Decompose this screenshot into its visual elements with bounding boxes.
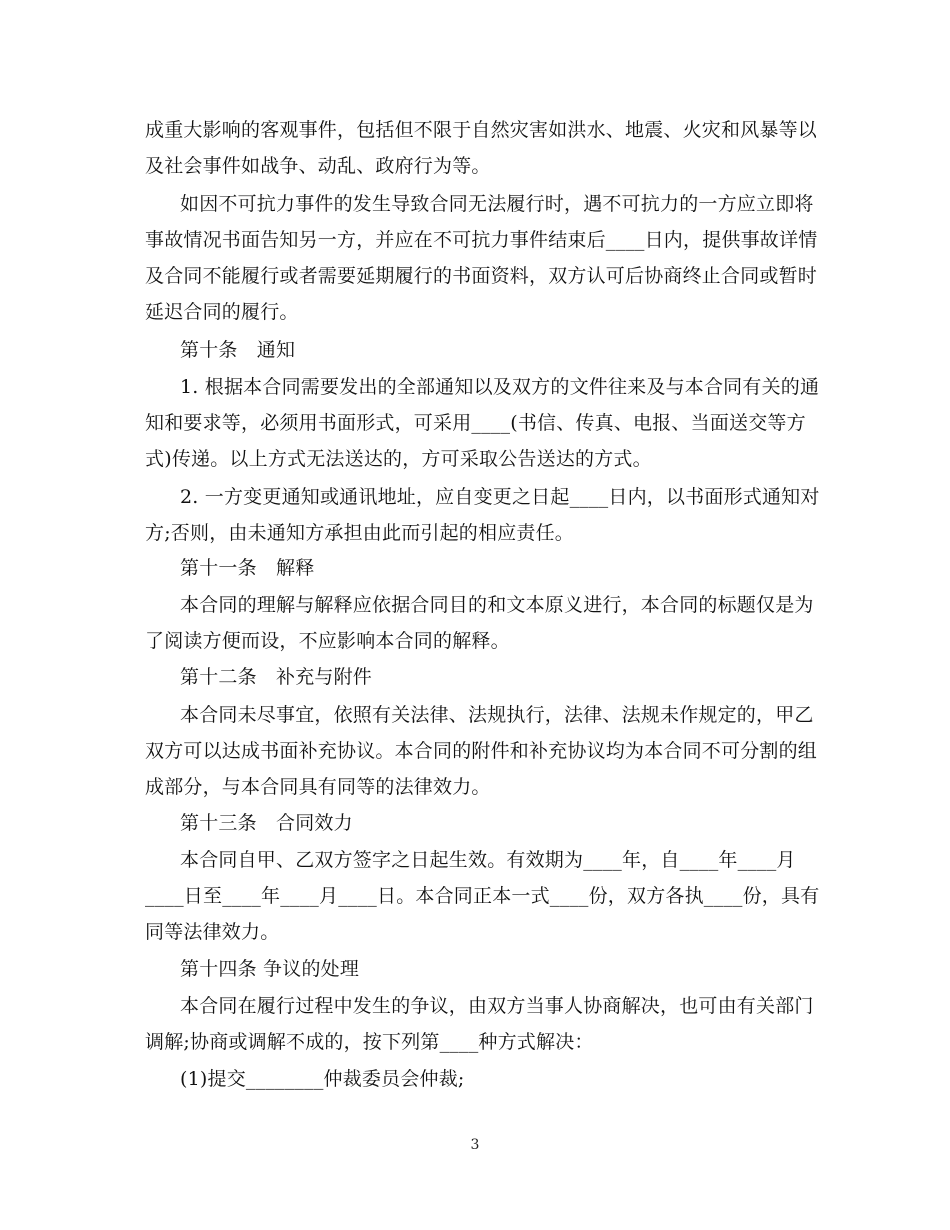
paragraph-line: 如因不可抗力事件的发生导致合同无法履行时，遇不可抗力的一方应立即将 (180, 193, 814, 215)
paragraph-line: 式)传递。以上方式无法送达的，方可采取公告送达的方式。 (145, 448, 652, 470)
paragraph-line: 及社会事件如战争、动乱、政府行为等。 (145, 155, 491, 177)
section-heading: 第十条 通知 (180, 339, 296, 361)
paragraph-line: 事故情况书面告知另一方，并应在不可抗力事件结束后____日内，提供事故详情 (145, 229, 818, 251)
page-number: 3 (470, 1137, 480, 1153)
section-heading: 第十四条 争议的处理 (180, 958, 360, 980)
paragraph-line: 知和要求等，必须用书面形式，可采用____(书信、传真、电报、当面送交等方 (145, 412, 806, 434)
section-heading: 第十三条 合同效力 (180, 812, 353, 834)
paragraph-line: 方;否则，由未通知方承担由此而引起的相应责任。 (145, 522, 575, 544)
paragraph-line: 成部分，与本合同具有同等的法律效力。 (145, 776, 491, 798)
paragraph-line: 本合同自甲、乙双方签字之日起生效。有效期为____年，自____年____月 (180, 849, 796, 871)
section-heading: 第十一条 解释 (180, 557, 315, 579)
paragraph-line: 本合同在履行过程中发生的争议，由双方当事人协商解决，也可由有关部门 (180, 995, 814, 1017)
paragraph-line: 2. 一方变更通知或通讯地址，应自变更之日起____日内，以书面形式通知对 (180, 486, 820, 508)
paragraph-line: 本合同未尽事宜，依照有关法律、法规执行，法律、法规未作规定的，甲乙 (180, 704, 814, 726)
paragraph-line: 同等法律效力。 (145, 921, 280, 943)
paragraph-line: ____日至____年____月____日。本合同正本一式____份，双方各执____份，具有 (145, 885, 820, 907)
paragraph-line: 成重大影响的客观事件，包括但不限于自然灾害如洪水、地震、火灾和风暴等以 (145, 119, 818, 141)
paragraph-line: 本合同的理解与解释应依据合同目的和文本原义进行，本合同的标题仅是为 (180, 594, 814, 616)
paragraph-line: 调解;协商或调解不成的，按下列第____种方式解决： (145, 1031, 594, 1053)
section-heading: 第十二条 补充与附件 (180, 666, 373, 688)
paragraph-line: 1. 根据本合同需要发出的全部通知以及双方的文件往来及与本合同有关的通 (180, 376, 820, 398)
paragraph-line: 双方可以达成书面补充协议。本合同的附件和补充协议均为本合同不可分割的组 (145, 740, 818, 762)
paragraph-line: 了阅读方便而设，不应影响本合同的解释。 (145, 630, 510, 652)
paragraph-line: 及合同不能履行或者需要延期履行的书面资料，双方认可后协商终止合同或暂时 (145, 265, 818, 287)
list-item: (1)提交________仲裁委员会仲裁; (180, 1068, 465, 1090)
paragraph-line: 延迟合同的履行。 (145, 301, 299, 323)
